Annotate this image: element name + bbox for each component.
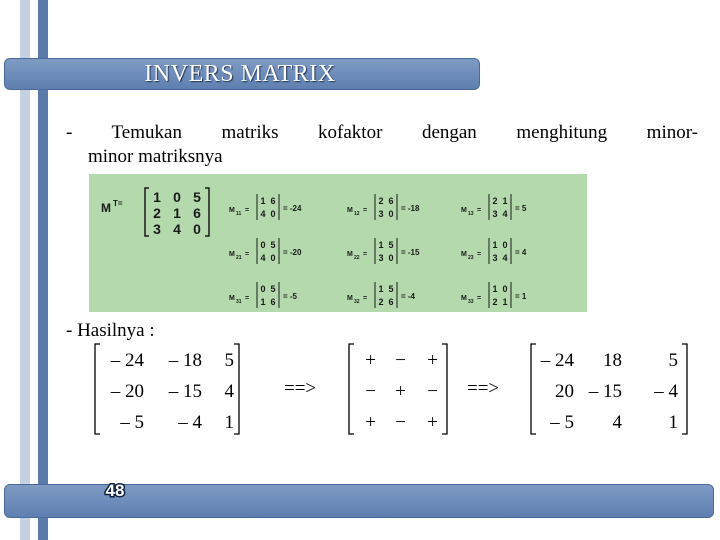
minor-matrix-cell: – 20 (110, 381, 144, 402)
minor-label: M (461, 207, 467, 214)
minor-cell: 0 (388, 253, 394, 263)
minor-cell: 0 (270, 209, 276, 219)
cofactor-matrix-cell: 20 (555, 381, 574, 402)
cofactor-matrix-cell: 5 (668, 350, 678, 371)
sign-matrix-cell: − (365, 381, 376, 402)
transpose-label: M (101, 201, 111, 215)
sign-matrix-cell: + (395, 381, 406, 402)
transpose-cell: 1 (153, 189, 161, 205)
transpose-cell: 2 (153, 205, 161, 221)
transpose-bracket-right (205, 188, 209, 236)
cofactor-matrix-cell: 4 (612, 412, 622, 433)
minor-cell: 0 (260, 284, 266, 294)
minor-eq: = (245, 295, 250, 302)
minor-cell: 0 (270, 253, 276, 263)
minor-matrix-cell: – 15 (168, 381, 202, 402)
sign-matrix (346, 342, 450, 444)
minor-label: M (229, 207, 235, 214)
arrow-2: ==> (467, 378, 500, 399)
minor-eq: = (245, 251, 250, 258)
cofactor-matrix-cell: – 15 (588, 381, 622, 402)
minor-value: = -20 (283, 248, 302, 257)
minor-cell: 1 (492, 284, 498, 294)
minor-eq: = (245, 207, 250, 214)
cofactor-matrix-cell: 1 (668, 412, 678, 433)
minor-eq: = (477, 295, 482, 302)
minor-matrix-cell: 5 (224, 350, 234, 371)
minor-eq: = (477, 207, 482, 214)
minor-sub: 31 (236, 299, 242, 305)
minor-matrix-cell: 1 (224, 412, 234, 433)
cofactor-matrix-bracket-left (531, 344, 536, 434)
minor-sub: 23 (468, 255, 474, 261)
slide-title: INVERS MATRIX (144, 61, 336, 87)
minor-label: M (461, 251, 467, 258)
cofactor-matrix-cell: – 5 (550, 412, 574, 433)
minor-matrix-cell: – 5 (120, 412, 144, 433)
minor-value: = 4 (515, 248, 527, 257)
minor-matrix-cell: – 18 (168, 350, 202, 371)
minor-label: M (347, 207, 353, 214)
minor-cell: 6 (388, 297, 394, 307)
minor-label: M (229, 295, 235, 302)
minor-value: = -15 (401, 248, 420, 257)
minor-matrix-cell: – 4 (178, 412, 202, 433)
minor-cell: 6 (270, 297, 276, 307)
transpose-bracket-left (145, 188, 149, 236)
minor-cell: 6 (388, 196, 394, 206)
minor-cell: 2 (378, 196, 384, 206)
minor-sub: 22 (354, 255, 360, 261)
minor-cell: 0 (388, 209, 394, 219)
minor-matrix-bracket-left (95, 344, 100, 434)
minor-sub: 13 (468, 211, 474, 217)
minors-image (89, 174, 587, 312)
page-number-badge (98, 476, 132, 504)
minor-cell: 5 (388, 240, 394, 250)
sign-matrix-bracket-right (442, 344, 447, 434)
transpose-cell: 0 (193, 221, 201, 237)
minor-cell: 1 (260, 297, 266, 307)
minor-cell: 4 (502, 253, 508, 263)
bullet-2: - Hasilnya : (66, 320, 155, 341)
minor-sub: 12 (354, 211, 360, 217)
minor-cell: 3 (378, 209, 384, 219)
sign-matrix-cell: − (395, 412, 406, 433)
cofactor-matrix-cell: – 24 (540, 350, 574, 371)
minor-cell: 2 (492, 196, 498, 206)
minor-sub: 32 (354, 299, 360, 305)
cofactor-matrix-bracket-right (682, 344, 687, 434)
cofactor-matrix-cell: 18 (603, 350, 622, 371)
minor-label: M (347, 251, 353, 258)
minor-cell: 0 (260, 240, 266, 250)
minor-cell: 4 (502, 209, 508, 219)
minor-cell: 3 (378, 253, 384, 263)
transpose-cell: 4 (173, 221, 181, 237)
transpose-cell: 3 (153, 221, 161, 237)
arrow-1: ==> (284, 378, 317, 399)
minor-cell: 4 (260, 209, 266, 219)
transpose-cell: 1 (173, 205, 181, 221)
sign-matrix-cell: + (427, 350, 438, 371)
minor-cell: 2 (378, 297, 384, 307)
minor-eq: = (363, 207, 368, 214)
minor-cell: 1 (378, 240, 384, 250)
minor-cell: 2 (492, 297, 498, 307)
sign-matrix-cell: − (395, 350, 406, 371)
minor-value: = 5 (515, 204, 527, 213)
minor-value: = -5 (283, 292, 298, 301)
minor-cell: 5 (388, 284, 394, 294)
page-number: 48 (105, 481, 125, 500)
minor-matrix-cell: 4 (224, 381, 234, 402)
minor-matrix (92, 342, 242, 444)
minor-eq: = (363, 251, 368, 258)
minor-cell: 5 (270, 284, 276, 294)
minor-value: = -18 (401, 204, 420, 213)
minor-eq: = (477, 251, 482, 258)
minor-cell: 1 (502, 297, 508, 307)
transpose-cell: 6 (193, 205, 201, 221)
minor-label: M (347, 295, 353, 302)
minor-cell: 0 (502, 284, 508, 294)
bullet-1-line-1: - Temukan matriks kofaktor dengan menghitung minor- (66, 122, 698, 143)
minor-cell: 0 (502, 240, 508, 250)
minor-sub: 11 (236, 211, 242, 217)
transpose-cell: 0 (173, 189, 181, 205)
minor-cell: 4 (260, 253, 266, 263)
minor-sub: 33 (468, 299, 474, 305)
minor-cell: 5 (270, 240, 276, 250)
minor-matrix-bracket-right (234, 344, 239, 434)
minor-cell: 6 (270, 196, 276, 206)
minor-eq: = (363, 295, 368, 302)
sign-matrix-bracket-left (349, 344, 354, 434)
sign-matrix-cell: − (427, 381, 438, 402)
bullet-1-line-2: minor matriksnya (88, 146, 223, 167)
transpose-sup: T= (113, 199, 123, 208)
minor-value: = 1 (515, 292, 527, 301)
minor-cell: 3 (492, 253, 498, 263)
minor-cell: 1 (502, 196, 508, 206)
sign-matrix-cell: + (365, 412, 376, 433)
minor-label: M (461, 295, 467, 302)
sign-matrix-cell: + (365, 350, 376, 371)
minor-sub: 21 (236, 255, 242, 261)
minor-cell: 1 (378, 284, 384, 294)
minor-cell: 1 (260, 196, 266, 206)
minor-value: = -4 (401, 292, 416, 301)
minor-matrix-cell: – 24 (110, 350, 144, 371)
sign-matrix-cell: + (427, 412, 438, 433)
minor-label: M (229, 251, 235, 258)
cofactor-matrix-cell: – 4 (654, 381, 678, 402)
cofactor-matrix (528, 342, 690, 444)
transpose-cell: 5 (193, 189, 201, 205)
minor-cell: 3 (492, 209, 498, 219)
minor-value: = -24 (283, 204, 302, 213)
minor-cell: 1 (492, 240, 498, 250)
minors-panel (89, 174, 587, 312)
